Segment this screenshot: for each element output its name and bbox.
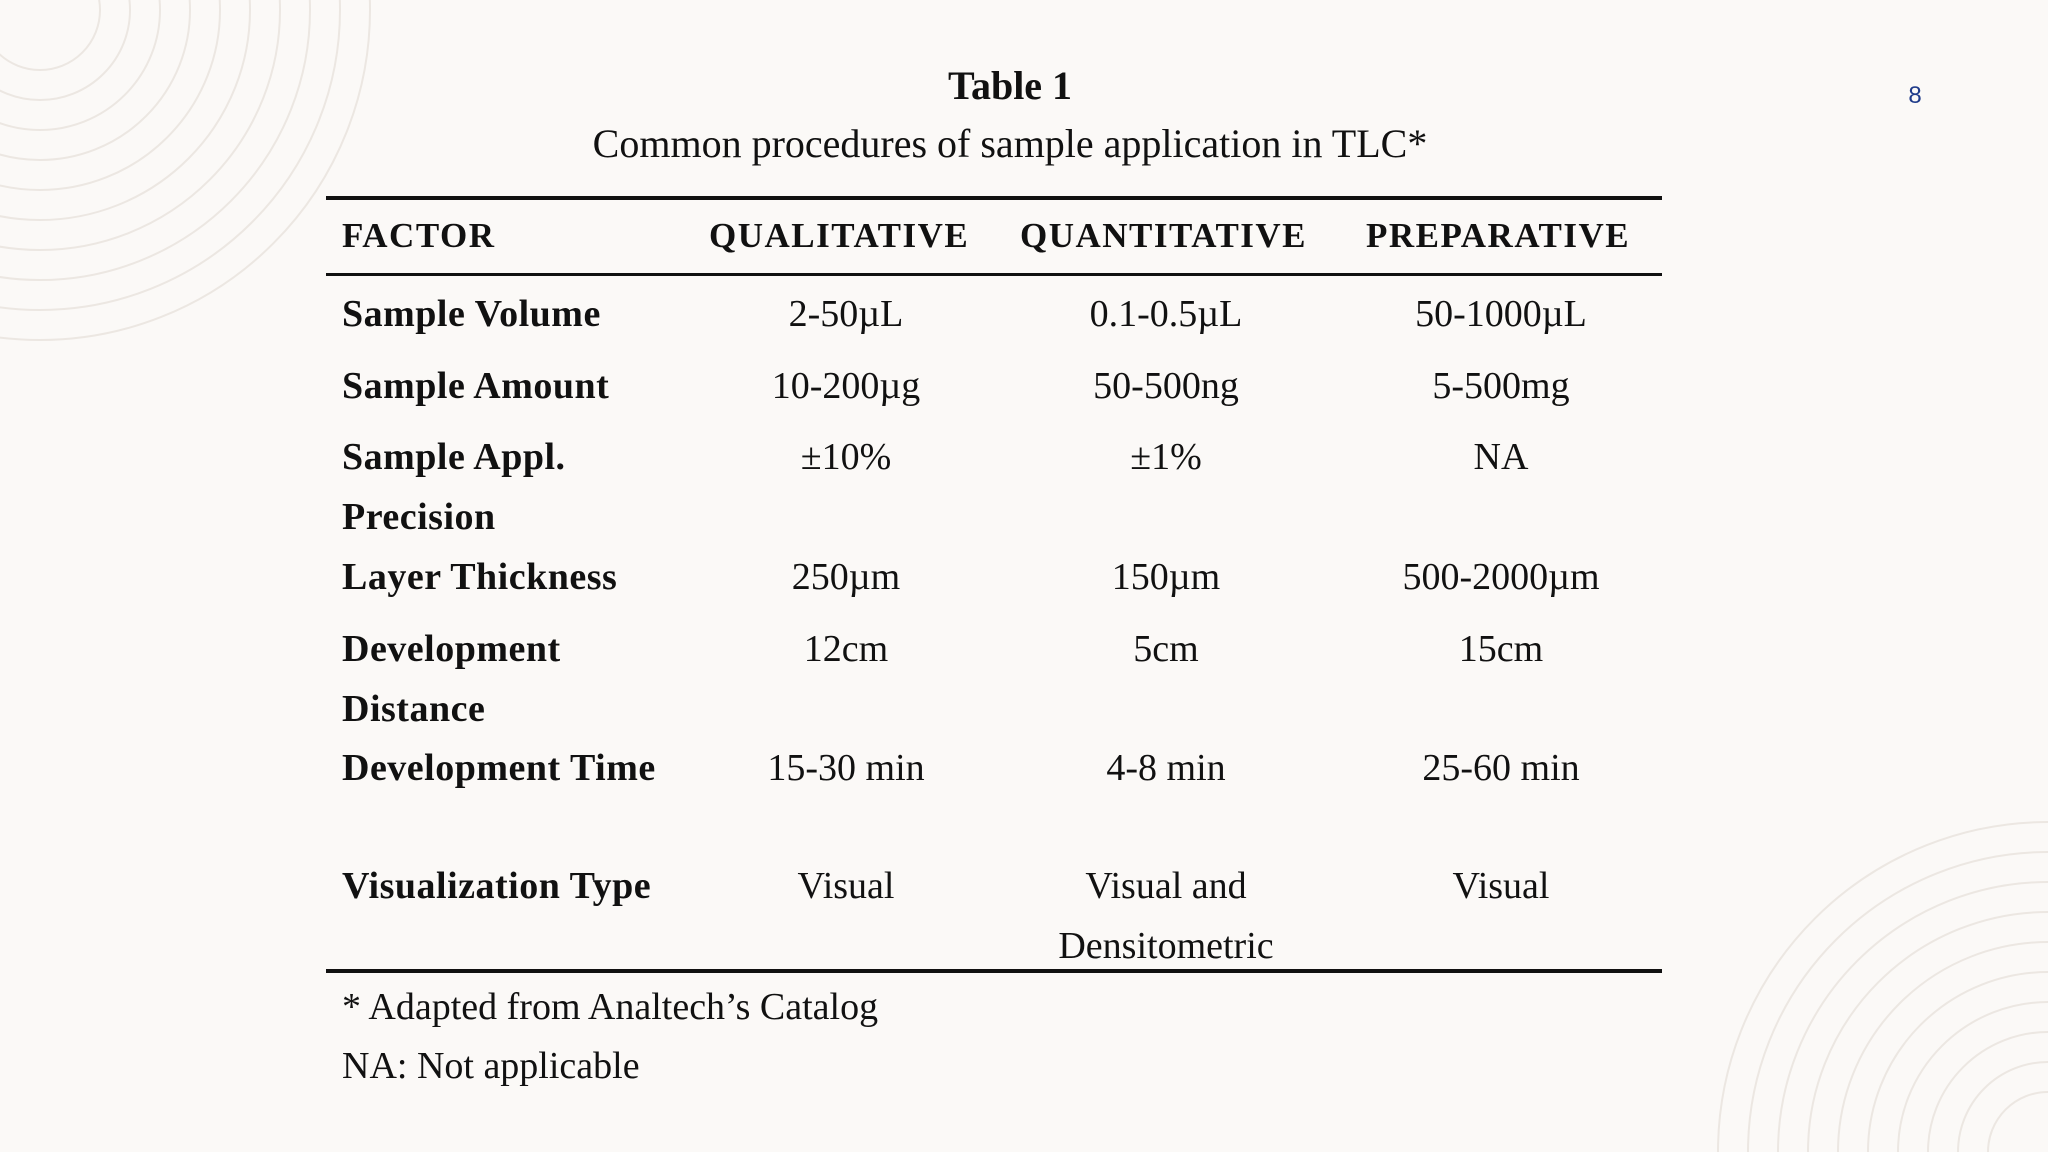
column-header-factor: FACTOR [342, 216, 496, 255]
cell-preparative: NA [1473, 436, 1529, 478]
row-factor: Sample Appl. Precision [342, 436, 566, 538]
cell-qualitative: 15-30 min [767, 747, 925, 789]
row-factor: Development Time [342, 747, 656, 789]
column-header-qualitative: QUALITATIVE [709, 216, 970, 255]
cell-preparative: 25-60 min [1422, 747, 1580, 789]
cell-preparative: 50-1000µL [1415, 293, 1587, 335]
table-top-rule [326, 196, 1662, 200]
table-bottom-rule [326, 969, 1662, 973]
cell-quantitative: 50-500ng [1093, 365, 1239, 407]
cell-preparative: 500-2000µm [1402, 556, 1600, 598]
row-factor: Visualization Type [342, 865, 652, 907]
cell-qualitative: 250µm [791, 556, 901, 598]
cell-quantitative: 4-8 min [1106, 747, 1226, 789]
row-factor: Layer Thickness [342, 556, 618, 598]
column-header-preparative: PREPARATIVE [1366, 216, 1631, 255]
footnote-source: * Adapted from Analtech’s Catalog [342, 986, 879, 1028]
table-header-rule [326, 273, 1662, 276]
table-title: Table 1 [947, 63, 1073, 108]
cell-qualitative: 12cm [803, 628, 889, 670]
decorative-arcs-top-left [0, 0, 400, 370]
table-header-row [326, 216, 1662, 260]
cell-quantitative: 5cm [1133, 628, 1199, 670]
table-caption: Common procedures of sample application in TLC* [592, 121, 1428, 166]
row-factor: Sample Volume [342, 293, 601, 335]
cell-qualitative: 10-200µg [771, 365, 921, 407]
cell-preparative: 15cm [1458, 628, 1544, 670]
cell-quantitative: 150µm [1111, 556, 1221, 598]
cell-qualitative: ±10% [800, 436, 892, 478]
cell-quantitative: 0.1-0.5µL [1089, 293, 1243, 335]
cell-qualitative: Visual [797, 865, 895, 907]
cell-qualitative: 2-50µL [788, 293, 904, 335]
cell-preparative: 5-500mg [1432, 365, 1570, 407]
cell-preparative: Visual [1452, 865, 1550, 907]
footnote-na: NA: Not applicable [342, 1045, 640, 1087]
decorative-arcs-bottom-right [1628, 772, 2048, 1152]
row-factor: Sample Amount [342, 365, 610, 407]
page-number: 8 [1908, 82, 1922, 109]
cell-quantitative: ±1% [1130, 436, 1202, 478]
cell-quantitative: Visual and Densitometric [1058, 865, 1274, 967]
column-header-quantitative: QUANTITATIVE [1020, 216, 1308, 255]
row-factor: Development Distance [342, 628, 561, 730]
